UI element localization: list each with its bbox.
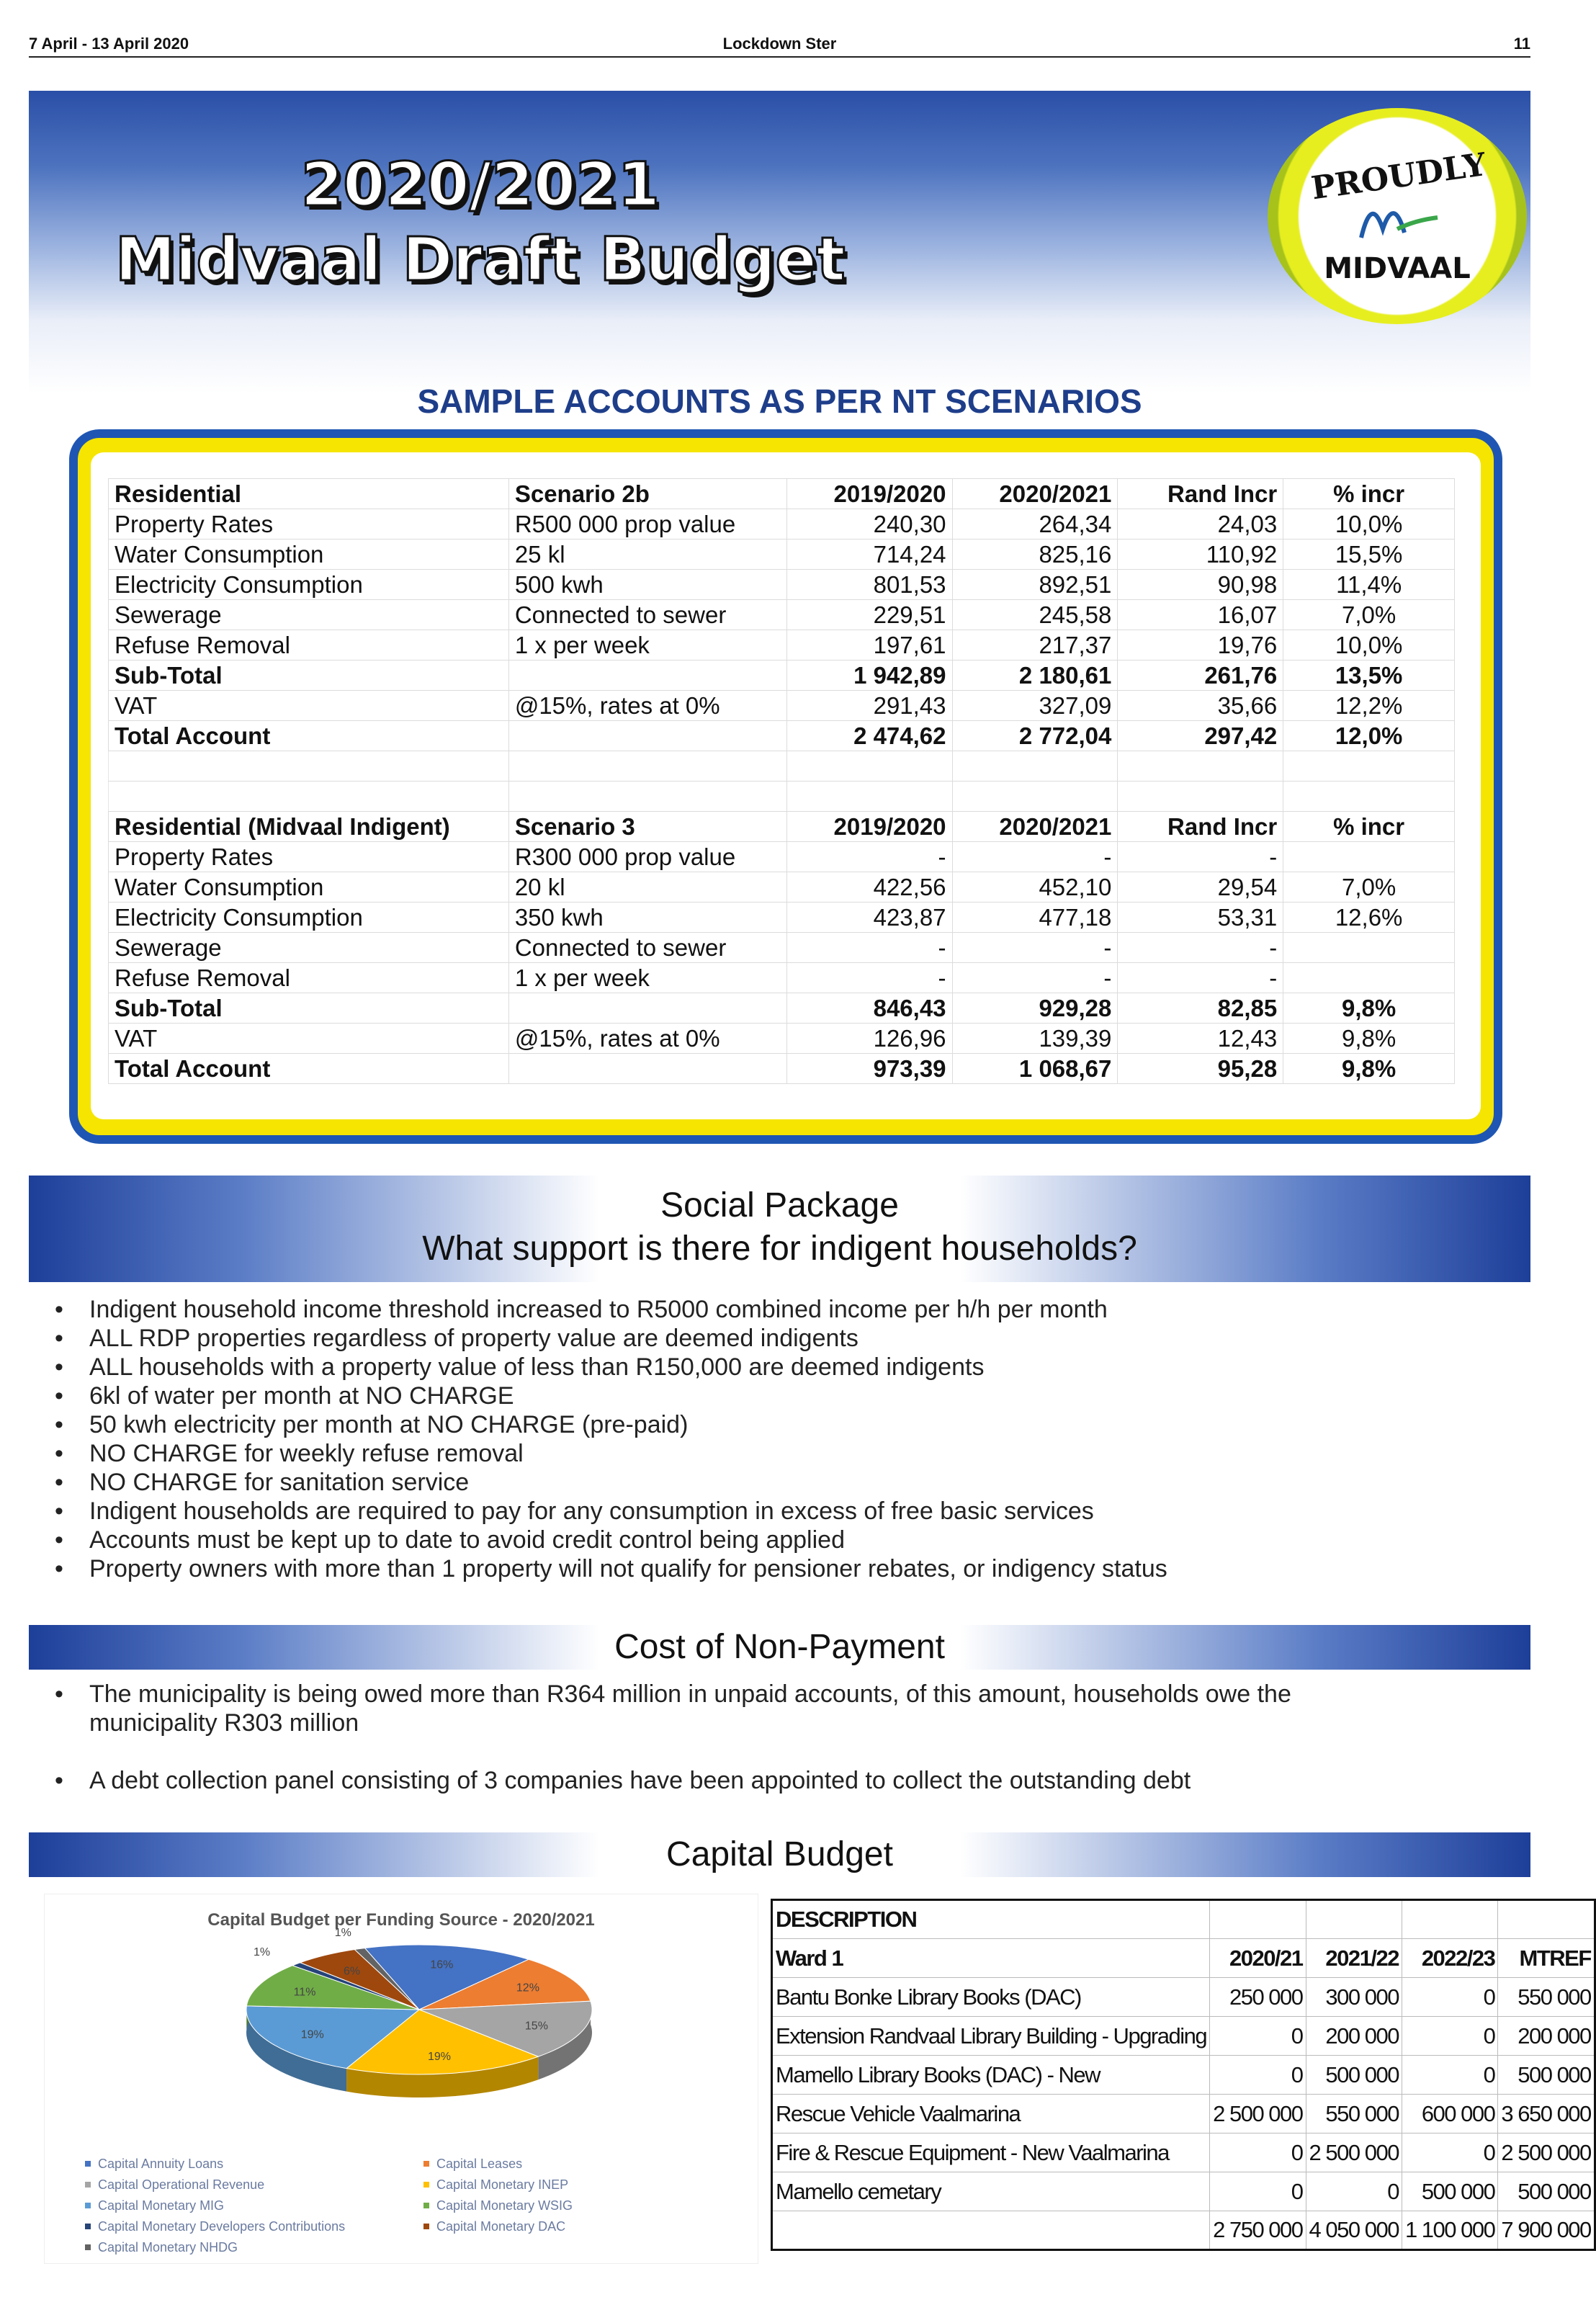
capital-cell: 0 bbox=[1210, 2056, 1306, 2095]
accounts-frame bbox=[69, 429, 1502, 1144]
social-bullet: • Indigent households are required to pay for any consumption in excess of free basic services bbox=[52, 1497, 1167, 1526]
capital-cell: Mamello Library Books (DAC) - New bbox=[772, 2056, 1210, 2095]
chart-title: Capital Budget per Funding Source - 2020/2021 bbox=[207, 1910, 595, 1930]
account-cell: 35,66 bbox=[1118, 691, 1283, 721]
account-cell: 2 772,04 bbox=[952, 721, 1118, 751]
account-cell: 19,76 bbox=[1118, 630, 1283, 661]
legend-item bbox=[85, 2195, 416, 2216]
account-cell bbox=[508, 721, 786, 751]
capital-cell: 500 000 bbox=[1402, 2172, 1497, 2211]
capital-cell: 0 bbox=[1402, 2056, 1497, 2095]
funding-pie bbox=[45, 1894, 758, 2154]
account-cell: 12,0% bbox=[1283, 721, 1455, 751]
capital-cell: Extension Randvaal Library Building - Upgrading bbox=[772, 2017, 1210, 2056]
account-cell: 217,37 bbox=[952, 630, 1118, 661]
account-cell: 9,8% bbox=[1283, 1024, 1455, 1054]
account-cell: Rand Incr bbox=[1118, 812, 1283, 842]
pie-slice-label: 19% bbox=[428, 2050, 452, 2063]
account-cell bbox=[109, 782, 509, 812]
hero-banner bbox=[29, 91, 1530, 393]
pie-slice-label: 19% bbox=[300, 2028, 324, 2041]
account-cell: 264,34 bbox=[952, 509, 1118, 539]
account-cell: 11,4% bbox=[1283, 570, 1455, 600]
funding-source-chart bbox=[45, 1894, 758, 2263]
account-cell: - bbox=[786, 842, 952, 872]
capital-cell: Ward 1 bbox=[772, 1939, 1210, 1978]
account-cell: 973,39 bbox=[786, 1054, 952, 1084]
pie-slice-label: 12% bbox=[516, 1982, 539, 1994]
table-row bbox=[772, 1978, 1595, 2017]
account-cell bbox=[1283, 842, 1455, 872]
account-cell: 110,92 bbox=[1118, 539, 1283, 570]
account-cell: 15,5% bbox=[1283, 539, 1455, 570]
capital-cell: 500 000 bbox=[1306, 2056, 1402, 2095]
account-cell: 12,2% bbox=[1283, 691, 1455, 721]
table-row bbox=[772, 2095, 1595, 2133]
account-cell: 500 kwh bbox=[508, 570, 786, 600]
legend-label: Capital Monetary DAC bbox=[436, 2219, 566, 2234]
table-row bbox=[109, 721, 1455, 751]
legend-label: Capital Monetary MIG bbox=[98, 2198, 225, 2213]
table-row bbox=[109, 1054, 1455, 1084]
social-bullet: • 6kl of water per month at NO CHARGE bbox=[52, 1382, 1167, 1410]
social-bullet: • NO CHARGE for weekly refuse removal bbox=[52, 1439, 1167, 1468]
account-cell: Water Consumption bbox=[109, 872, 509, 903]
capital-cell: 0 bbox=[1306, 2172, 1402, 2211]
account-cell bbox=[1118, 782, 1283, 812]
table-row bbox=[109, 509, 1455, 539]
social-bullet: • Indigent household income threshold increased to R5000 combined income per h/h per month bbox=[52, 1295, 1167, 1324]
account-cell: Total Account bbox=[109, 721, 509, 751]
capital-cell: 0 bbox=[1210, 2017, 1306, 2056]
account-cell: 90,98 bbox=[1118, 570, 1283, 600]
non-payment-bullet: • A debt collection panel consisting of 3 companies have been appointed to collect the outstanding debt bbox=[52, 1766, 1291, 1795]
hero-title-main: Midvaal Draft Budget bbox=[115, 224, 846, 295]
legend-swatch bbox=[423, 2182, 429, 2188]
capital-cell: 7 900 000 bbox=[1498, 2211, 1595, 2250]
account-cell: 261,76 bbox=[1118, 661, 1283, 691]
account-cell: 1 942,89 bbox=[786, 661, 952, 691]
table-row bbox=[109, 903, 1455, 933]
sample-accounts-table bbox=[108, 478, 1455, 1084]
legend-label: Capital Monetary INEP bbox=[436, 2177, 569, 2192]
account-cell: 1 x per week bbox=[508, 963, 786, 993]
account-cell: - bbox=[786, 933, 952, 963]
legend-swatch bbox=[85, 2203, 91, 2208]
table-header-row bbox=[109, 479, 1455, 509]
legend-label: Capital Annuity Loans bbox=[98, 2157, 224, 2171]
proudly-midvaal-logo bbox=[1268, 108, 1527, 324]
social-package-bar bbox=[29, 1176, 1530, 1282]
account-cell: 29,54 bbox=[1118, 872, 1283, 903]
legend-item bbox=[423, 2154, 712, 2175]
table-spacer bbox=[109, 782, 1455, 812]
capital-cell: 0 bbox=[1402, 2017, 1497, 2056]
account-cell: 95,28 bbox=[1118, 1054, 1283, 1084]
account-cell: - bbox=[952, 842, 1118, 872]
table-row bbox=[109, 1024, 1455, 1054]
account-cell: 53,31 bbox=[1118, 903, 1283, 933]
account-cell: Electricity Consumption bbox=[109, 570, 509, 600]
capital-cell: Rescue Vehicle Vaalmarina bbox=[772, 2095, 1210, 2133]
table-row bbox=[109, 872, 1455, 903]
non-payment-bar bbox=[29, 1625, 1530, 1670]
account-cell: - bbox=[952, 963, 1118, 993]
account-cell: VAT bbox=[109, 1024, 509, 1054]
midvaal-m-icon bbox=[1354, 200, 1440, 243]
capital-cell: 250 000 bbox=[1210, 1978, 1306, 2017]
table-spacer bbox=[109, 751, 1455, 782]
account-cell bbox=[1283, 782, 1455, 812]
capital-cell: 2022/23 bbox=[1402, 1939, 1497, 1978]
account-cell: 846,43 bbox=[786, 993, 952, 1024]
account-cell: Sewerage bbox=[109, 933, 509, 963]
table-row bbox=[772, 2133, 1595, 2172]
legend-item bbox=[423, 2216, 712, 2237]
account-cell: 1 x per week bbox=[508, 630, 786, 661]
legend-item bbox=[85, 2216, 416, 2237]
capital-cell: 2 500 000 bbox=[1306, 2133, 1402, 2172]
capital-cell: 2 750 000 bbox=[1210, 2211, 1306, 2250]
account-cell: 9,8% bbox=[1283, 1054, 1455, 1084]
social-bullet: • 50 kwh electricity per month at NO CHARGE (pre-paid) bbox=[52, 1410, 1167, 1439]
account-cell: 892,51 bbox=[952, 570, 1118, 600]
account-cell: 929,28 bbox=[952, 993, 1118, 1024]
capital-cell: 0 bbox=[1402, 2133, 1497, 2172]
account-cell: Connected to sewer bbox=[508, 933, 786, 963]
table-row bbox=[109, 691, 1455, 721]
account-cell bbox=[952, 782, 1118, 812]
account-cell: 2 180,61 bbox=[952, 661, 1118, 691]
capital-cell: 300 000 bbox=[1306, 1978, 1402, 2017]
account-cell: 12,6% bbox=[1283, 903, 1455, 933]
account-cell: 801,53 bbox=[786, 570, 952, 600]
account-cell: @15%, rates at 0% bbox=[508, 1024, 786, 1054]
capital-cell: 3 650 000 bbox=[1498, 2095, 1595, 2133]
capital-cell: 1 100 000 bbox=[1402, 2211, 1497, 2250]
account-cell: Sub-Total bbox=[109, 661, 509, 691]
account-cell: 9,8% bbox=[1283, 993, 1455, 1024]
account-cell: 126,96 bbox=[786, 1024, 952, 1054]
social-bullet: • ALL households with a property value of less than R150,000 are deemed indigents bbox=[52, 1353, 1167, 1382]
capital-cell: 4 050 000 bbox=[1306, 2211, 1402, 2250]
account-cell bbox=[1283, 963, 1455, 993]
account-cell: 2019/2020 bbox=[786, 812, 952, 842]
capital-header-row bbox=[772, 1939, 1595, 1978]
table-header-row bbox=[109, 812, 1455, 842]
capital-cell: 2021/22 bbox=[1306, 1939, 1402, 1978]
account-cell: 714,24 bbox=[786, 539, 952, 570]
capital-budget-title: Capital Budget bbox=[666, 1835, 893, 1873]
account-cell: 423,87 bbox=[786, 903, 952, 933]
account-cell: Total Account bbox=[109, 1054, 509, 1084]
capital-cell: 0 bbox=[1210, 2172, 1306, 2211]
account-cell: 477,18 bbox=[952, 903, 1118, 933]
legend-swatch bbox=[423, 2203, 429, 2208]
table-row bbox=[109, 570, 1455, 600]
account-cell: 291,43 bbox=[786, 691, 952, 721]
account-cell: 1 068,67 bbox=[952, 1054, 1118, 1084]
capital-cell: 2 500 000 bbox=[1498, 2133, 1595, 2172]
social-package-title: Social Package bbox=[660, 1186, 899, 1224]
table-row bbox=[772, 2056, 1595, 2095]
account-cell: 10,0% bbox=[1283, 630, 1455, 661]
account-cell: % incr bbox=[1283, 812, 1455, 842]
legend-label: Capital Leases bbox=[436, 2157, 523, 2171]
pie-slice-label: 6% bbox=[343, 1965, 361, 1978]
running-header bbox=[29, 33, 1530, 58]
account-cell: Scenario 2b bbox=[508, 479, 786, 509]
capital-cell: Mamello cemetary bbox=[772, 2172, 1210, 2211]
account-cell: 10,0% bbox=[1283, 509, 1455, 539]
table-row bbox=[109, 963, 1455, 993]
legend-swatch bbox=[423, 2224, 429, 2229]
table-row bbox=[772, 2172, 1595, 2211]
account-cell: 24,03 bbox=[1118, 509, 1283, 539]
account-cell bbox=[952, 751, 1118, 782]
table-row bbox=[109, 993, 1455, 1024]
account-cell: @15%, rates at 0% bbox=[508, 691, 786, 721]
account-cell: R500 000 prop value bbox=[508, 509, 786, 539]
social-bullet: • Accounts must be kept up to date to avoid credit control being applied bbox=[52, 1526, 1167, 1554]
capital-cell: 2 500 000 bbox=[1210, 2095, 1306, 2133]
capital-cell: 0 bbox=[1210, 2133, 1306, 2172]
non-payment-bullet: • The municipality is being owed more than R364 million in unpaid accounts, of this amount, households owe the municipality R303 million bbox=[52, 1680, 1291, 1737]
capital-cell: 550 000 bbox=[1498, 1978, 1595, 2017]
account-cell: - bbox=[1118, 933, 1283, 963]
account-cell: VAT bbox=[109, 691, 509, 721]
account-cell: - bbox=[1118, 842, 1283, 872]
social-bullet: • ALL RDP properties regardless of property value are deemed indigents bbox=[52, 1324, 1167, 1353]
table-row bbox=[772, 2017, 1595, 2056]
account-cell: 825,16 bbox=[952, 539, 1118, 570]
account-cell: 139,39 bbox=[952, 1024, 1118, 1054]
sample-accounts-title: SAMPLE ACCOUNTS AS PER NT SCENARIOS bbox=[417, 382, 1142, 420]
hero-title bbox=[115, 147, 846, 297]
account-cell: 2019/2020 bbox=[786, 479, 952, 509]
legend-swatch bbox=[85, 2161, 91, 2167]
account-cell: 2020/2021 bbox=[952, 479, 1118, 509]
account-cell bbox=[508, 782, 786, 812]
table-row bbox=[109, 842, 1455, 872]
account-cell: 2020/2021 bbox=[952, 812, 1118, 842]
issue-date: 7 April - 13 April 2020 bbox=[29, 35, 189, 53]
table-row bbox=[109, 600, 1455, 630]
account-cell: 2 474,62 bbox=[786, 721, 952, 751]
account-cell bbox=[109, 751, 509, 782]
account-cell: Scenario 3 bbox=[508, 812, 786, 842]
account-cell: Connected to sewer bbox=[508, 600, 786, 630]
account-cell: 7,0% bbox=[1283, 872, 1455, 903]
account-cell bbox=[1283, 751, 1455, 782]
table-row bbox=[109, 933, 1455, 963]
legend-item bbox=[423, 2175, 712, 2195]
social-bullet: • Property owners with more than 1 property will not qualify for pensioner rebates, or indigency status bbox=[52, 1554, 1167, 1583]
pie-slice-label: 1% bbox=[334, 1926, 351, 1939]
capital-cell: 200 000 bbox=[1498, 2017, 1595, 2056]
account-cell bbox=[1283, 933, 1455, 963]
account-cell: 327,09 bbox=[952, 691, 1118, 721]
account-cell bbox=[786, 751, 952, 782]
logo-midvaal-text: MIDVAAL bbox=[1324, 252, 1471, 285]
legend-swatch bbox=[85, 2244, 91, 2250]
hero-title-year: 2020/2021 bbox=[300, 149, 660, 220]
account-cell: 422,56 bbox=[786, 872, 952, 903]
account-cell: Residential (Midvaal Indigent) bbox=[109, 812, 509, 842]
account-cell bbox=[508, 1054, 786, 1084]
account-cell: - bbox=[786, 963, 952, 993]
account-cell: 229,51 bbox=[786, 600, 952, 630]
account-cell: 12,43 bbox=[1118, 1024, 1283, 1054]
capital-cell: 500 000 bbox=[1498, 2172, 1595, 2211]
social-package-list bbox=[52, 1295, 1167, 1583]
pie-slice-label: 15% bbox=[524, 2020, 548, 2033]
capital-budget-table bbox=[771, 1899, 1596, 2251]
account-cell: 20 kl bbox=[508, 872, 786, 903]
account-cell: Sub-Total bbox=[109, 993, 509, 1024]
legend-swatch bbox=[85, 2182, 91, 2188]
social-package-subtitle: What support is there for indigent households? bbox=[422, 1230, 1137, 1268]
legend-label: Capital Operational Revenue bbox=[98, 2177, 265, 2192]
table-row bbox=[109, 630, 1455, 661]
account-cell: 16,07 bbox=[1118, 600, 1283, 630]
account-cell: % incr bbox=[1283, 479, 1455, 509]
account-cell: 197,61 bbox=[786, 630, 952, 661]
page-number: 11 bbox=[1513, 35, 1530, 53]
account-cell bbox=[786, 782, 952, 812]
pie-slice-label: 16% bbox=[430, 1958, 454, 1971]
publication-name: Lockdown Ster bbox=[722, 35, 837, 53]
account-cell: 7,0% bbox=[1283, 600, 1455, 630]
capital-cell: Bantu Bonke Library Books (DAC) bbox=[772, 1978, 1210, 2017]
account-cell: Rand Incr bbox=[1118, 479, 1283, 509]
capital-cell: MTREF bbox=[1498, 1939, 1595, 1978]
logo-proudly-text: PROUDLY bbox=[1309, 145, 1489, 207]
legend-label: Capital Monetary WSIG bbox=[436, 2198, 573, 2213]
capital-cell: 550 000 bbox=[1306, 2095, 1402, 2133]
legend-label: Capital Monetary Developers Contributions bbox=[98, 2219, 346, 2234]
legend-item bbox=[85, 2175, 416, 2195]
account-cell bbox=[1118, 751, 1283, 782]
legend-item bbox=[85, 2237, 416, 2258]
capital-cell: 500 000 bbox=[1498, 2056, 1595, 2095]
account-cell: R300 000 prop value bbox=[508, 842, 786, 872]
account-cell: - bbox=[1118, 963, 1283, 993]
account-cell: Property Rates bbox=[109, 842, 509, 872]
account-cell bbox=[508, 661, 786, 691]
account-cell: Residential bbox=[109, 479, 509, 509]
description-label: DESCRIPTION bbox=[772, 1900, 1210, 1939]
account-cell: 452,10 bbox=[952, 872, 1118, 903]
account-cell: 245,58 bbox=[952, 600, 1118, 630]
legend-swatch bbox=[423, 2161, 429, 2167]
capital-budget-bar bbox=[29, 1832, 1530, 1877]
pie-slice-label: 11% bbox=[293, 1986, 316, 1999]
table-row bbox=[109, 539, 1455, 570]
description-row bbox=[772, 1900, 1595, 1939]
non-payment-list bbox=[52, 1680, 1291, 1795]
legend-item bbox=[423, 2195, 712, 2216]
capital-cell: 600 000 bbox=[1402, 2095, 1497, 2133]
account-cell: 82,85 bbox=[1118, 993, 1283, 1024]
legend-swatch bbox=[85, 2224, 91, 2229]
account-cell: 350 kwh bbox=[508, 903, 786, 933]
account-cell: Sewerage bbox=[109, 600, 509, 630]
table-row bbox=[109, 661, 1455, 691]
legend-label: Capital Monetary NHDG bbox=[98, 2240, 238, 2255]
account-cell: Water Consumption bbox=[109, 539, 509, 570]
account-cell: 240,30 bbox=[786, 509, 952, 539]
account-cell bbox=[508, 751, 786, 782]
capital-cell: 0 bbox=[1402, 1978, 1497, 2017]
account-cell: Property Rates bbox=[109, 509, 509, 539]
account-cell: Electricity Consumption bbox=[109, 903, 509, 933]
capital-cell: Fire & Rescue Equipment - New Vaalmarina bbox=[772, 2133, 1210, 2172]
account-cell: Refuse Removal bbox=[109, 630, 509, 661]
non-payment-title: Cost of Non-Payment bbox=[614, 1628, 945, 1666]
account-cell: 297,42 bbox=[1118, 721, 1283, 751]
legend-item bbox=[85, 2154, 416, 2175]
social-bullet: • NO CHARGE for sanitation service bbox=[52, 1468, 1167, 1497]
capital-cell: 200 000 bbox=[1306, 2017, 1402, 2056]
capital-cell bbox=[772, 2211, 1210, 2250]
pie-slice-label: 1% bbox=[253, 1946, 271, 1959]
account-cell: - bbox=[952, 933, 1118, 963]
account-cell: 25 kl bbox=[508, 539, 786, 570]
account-cell: 13,5% bbox=[1283, 661, 1455, 691]
capital-total-row bbox=[772, 2211, 1595, 2250]
capital-cell: 2020/21 bbox=[1210, 1939, 1306, 1978]
account-cell: Refuse Removal bbox=[109, 963, 509, 993]
account-cell bbox=[508, 993, 786, 1024]
